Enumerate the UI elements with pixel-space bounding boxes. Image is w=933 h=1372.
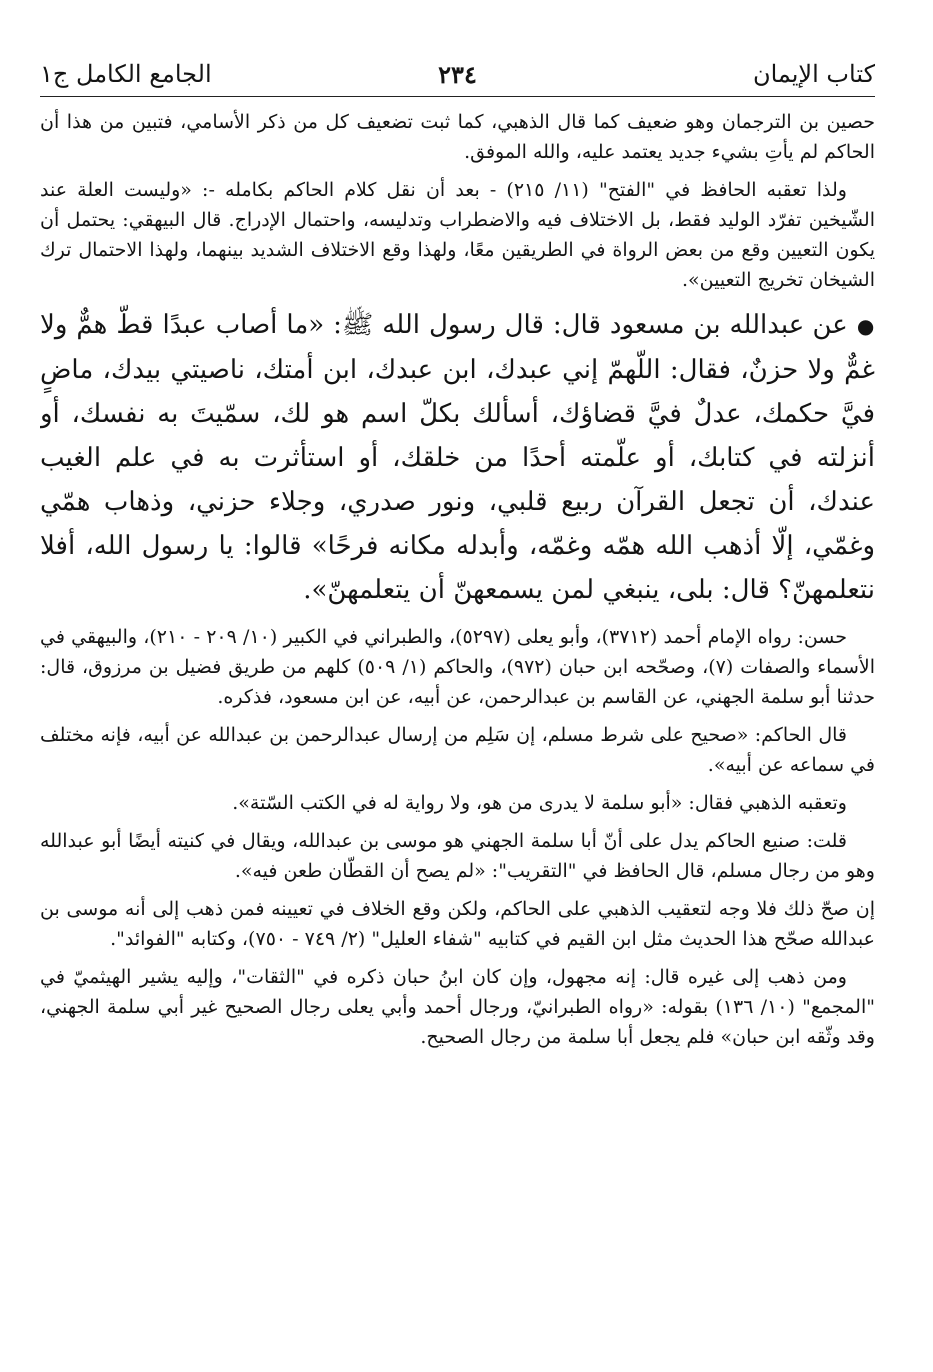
page-body xyxy=(40,97,875,1052)
chapter-title: كتاب الإيمان xyxy=(752,60,875,88)
bullet-icon: ● xyxy=(856,314,875,338)
book-title: الجامع الكامل ج١ xyxy=(40,60,212,88)
book-page xyxy=(40,50,875,1340)
paragraph-takhrij: حسن: رواه الإمام أحمد (٣٧١٢)، وأبو يعلى (٥٢٩٧)، والطبراني في الكبير (١٠/ ٢٠٩ - ٢١٠)، والبيهقي في الأسماء والصفات (٧)، وصحّحه ابن حبان (٩٧٢)، والحاكم (١/ ٥٠٩) كلهم من طريق فضيل بن مرزوق، قال: حدثنا أبو سلمة الجهني، عن القاسم بن عبدالرحمن، عن أبيه، عن ابن مسعود، فذكره. xyxy=(40,626,875,708)
paragraph-hakim-quote: قال الحاكم: «صحيح على شرط مسلم، إن سَلِم من إرسال عبدالرحمن بن عبدالله عن أبيه، فإنه مختلف في سماعه عن أبيه». xyxy=(40,724,875,776)
paragraph-fath-commentary: ولذا تعقبه الحافظ في "الفتح" (١١/ ٢١٥) - بعد أن نقل كلام الحاكم بكامله -: «وليست العلة عند الشّيخين تفرّد الوليد فقط، بل الاختلاف فيه والاضطراب وتدليسه، واحتمال الإدراج. قال البيهقي: يحتمل أن يكون التعيين وقع من بعض الرواة في الطريقين معًا، ولهذا وقع الاختلاف الشديد بينهما، ولهذا الاحتمال ترك الشيخان تخريج التعيين». xyxy=(40,179,875,291)
hadith-text: عن عبدالله بن مسعود قال: قال رسول الله ﷺ: «ما أصاب عبدًا قطّ همٌّ ولا غمٌّ ولا حزنٌ، فقال: اللّهمّ إني عبدك، ابن عبدك، ابن أمتك، ناصيتي بيدك، ماضٍ فيَّ حكمك، عدلٌ فيَّ قضاؤك، أسألك بكلّ اسم هو لك، سمّيتَ به نفسك، أو أنزلته في كتابك، أو علّمته أحدًا من خلقك، أو استأثرت به في علم الغيب عندك، أن تجعل القرآن ربيع قلبي، ونور صدري، وجلاء حزني، وذهاب همّي وغمّي، إلّا أذهب الله همّه وغمّه، وأبدله مكانه فرحًا» قالوا: يا رسول الله، أفلا نتعلمهنّ؟ قال: بلى، ينبغي لمن يسمعهنّ أن يتعلمهنّ». xyxy=(40,310,875,605)
paragraph-haythami: ومن ذهب إلى غيره قال: إنه مجهول، وإن كان ابنُ حبان ذكره في "الثقات"، وإليه يشير الهيثميّ في "المجمع" (١٠/ ١٣٦) بقوله: «رواه الطبرانيّ، ورجال أحمد وأبي يعلى رجال الصحيح غير أبي سلمة الجهني، وقد وثّقه ابن حبان» فلم يجعل أبا سلمة من رجال الصحيح. xyxy=(40,966,875,1048)
paragraph-disagreement: إن صحّ ذلك فلا وجه لتعقيب الذهبي على الحاكم، ولكن وقع الخلاف في تعيينه فمن ذهب إلى أنه موسى بن عبدالله صحّح هذا الحديث مثل ابن القيم في كتابيه "شفاء العليل" (٢/ ٧٤٩ - ٧٥٠)، وكتابه "الفوائد". xyxy=(40,898,875,950)
page-number: ٢٣٤ xyxy=(438,60,477,89)
hadith-text-block xyxy=(40,303,875,612)
paragraph-author-note: قلت: صنيع الحاكم يدل على أنّ أبا سلمة الجهني هو موسى بن عبدالله، ويقال في كنيته أيضًا أبو عبدالله وهو من رجال مسلم، قال الحافظ في "التقريب": «لم يصح أن القطّان طعن فيه». xyxy=(40,830,875,882)
running-header xyxy=(40,50,875,97)
paragraph-dhahabi-quote: وتعقبه الذهبي فقال: «أبو سلمة لا يدرى من هو، ولا رواية له في الكتب السّتة». xyxy=(232,792,847,814)
paragraph-continuation: حصين بن الترجمان وهو ضعيف كما قال الذهبي، كما ثبت تضعيف كل من ذكر الأسامي، فتبين من هذا أن الحاكم لم يأتِ بشيء جديد يعتمد عليه، والله الموفق. xyxy=(40,111,875,163)
